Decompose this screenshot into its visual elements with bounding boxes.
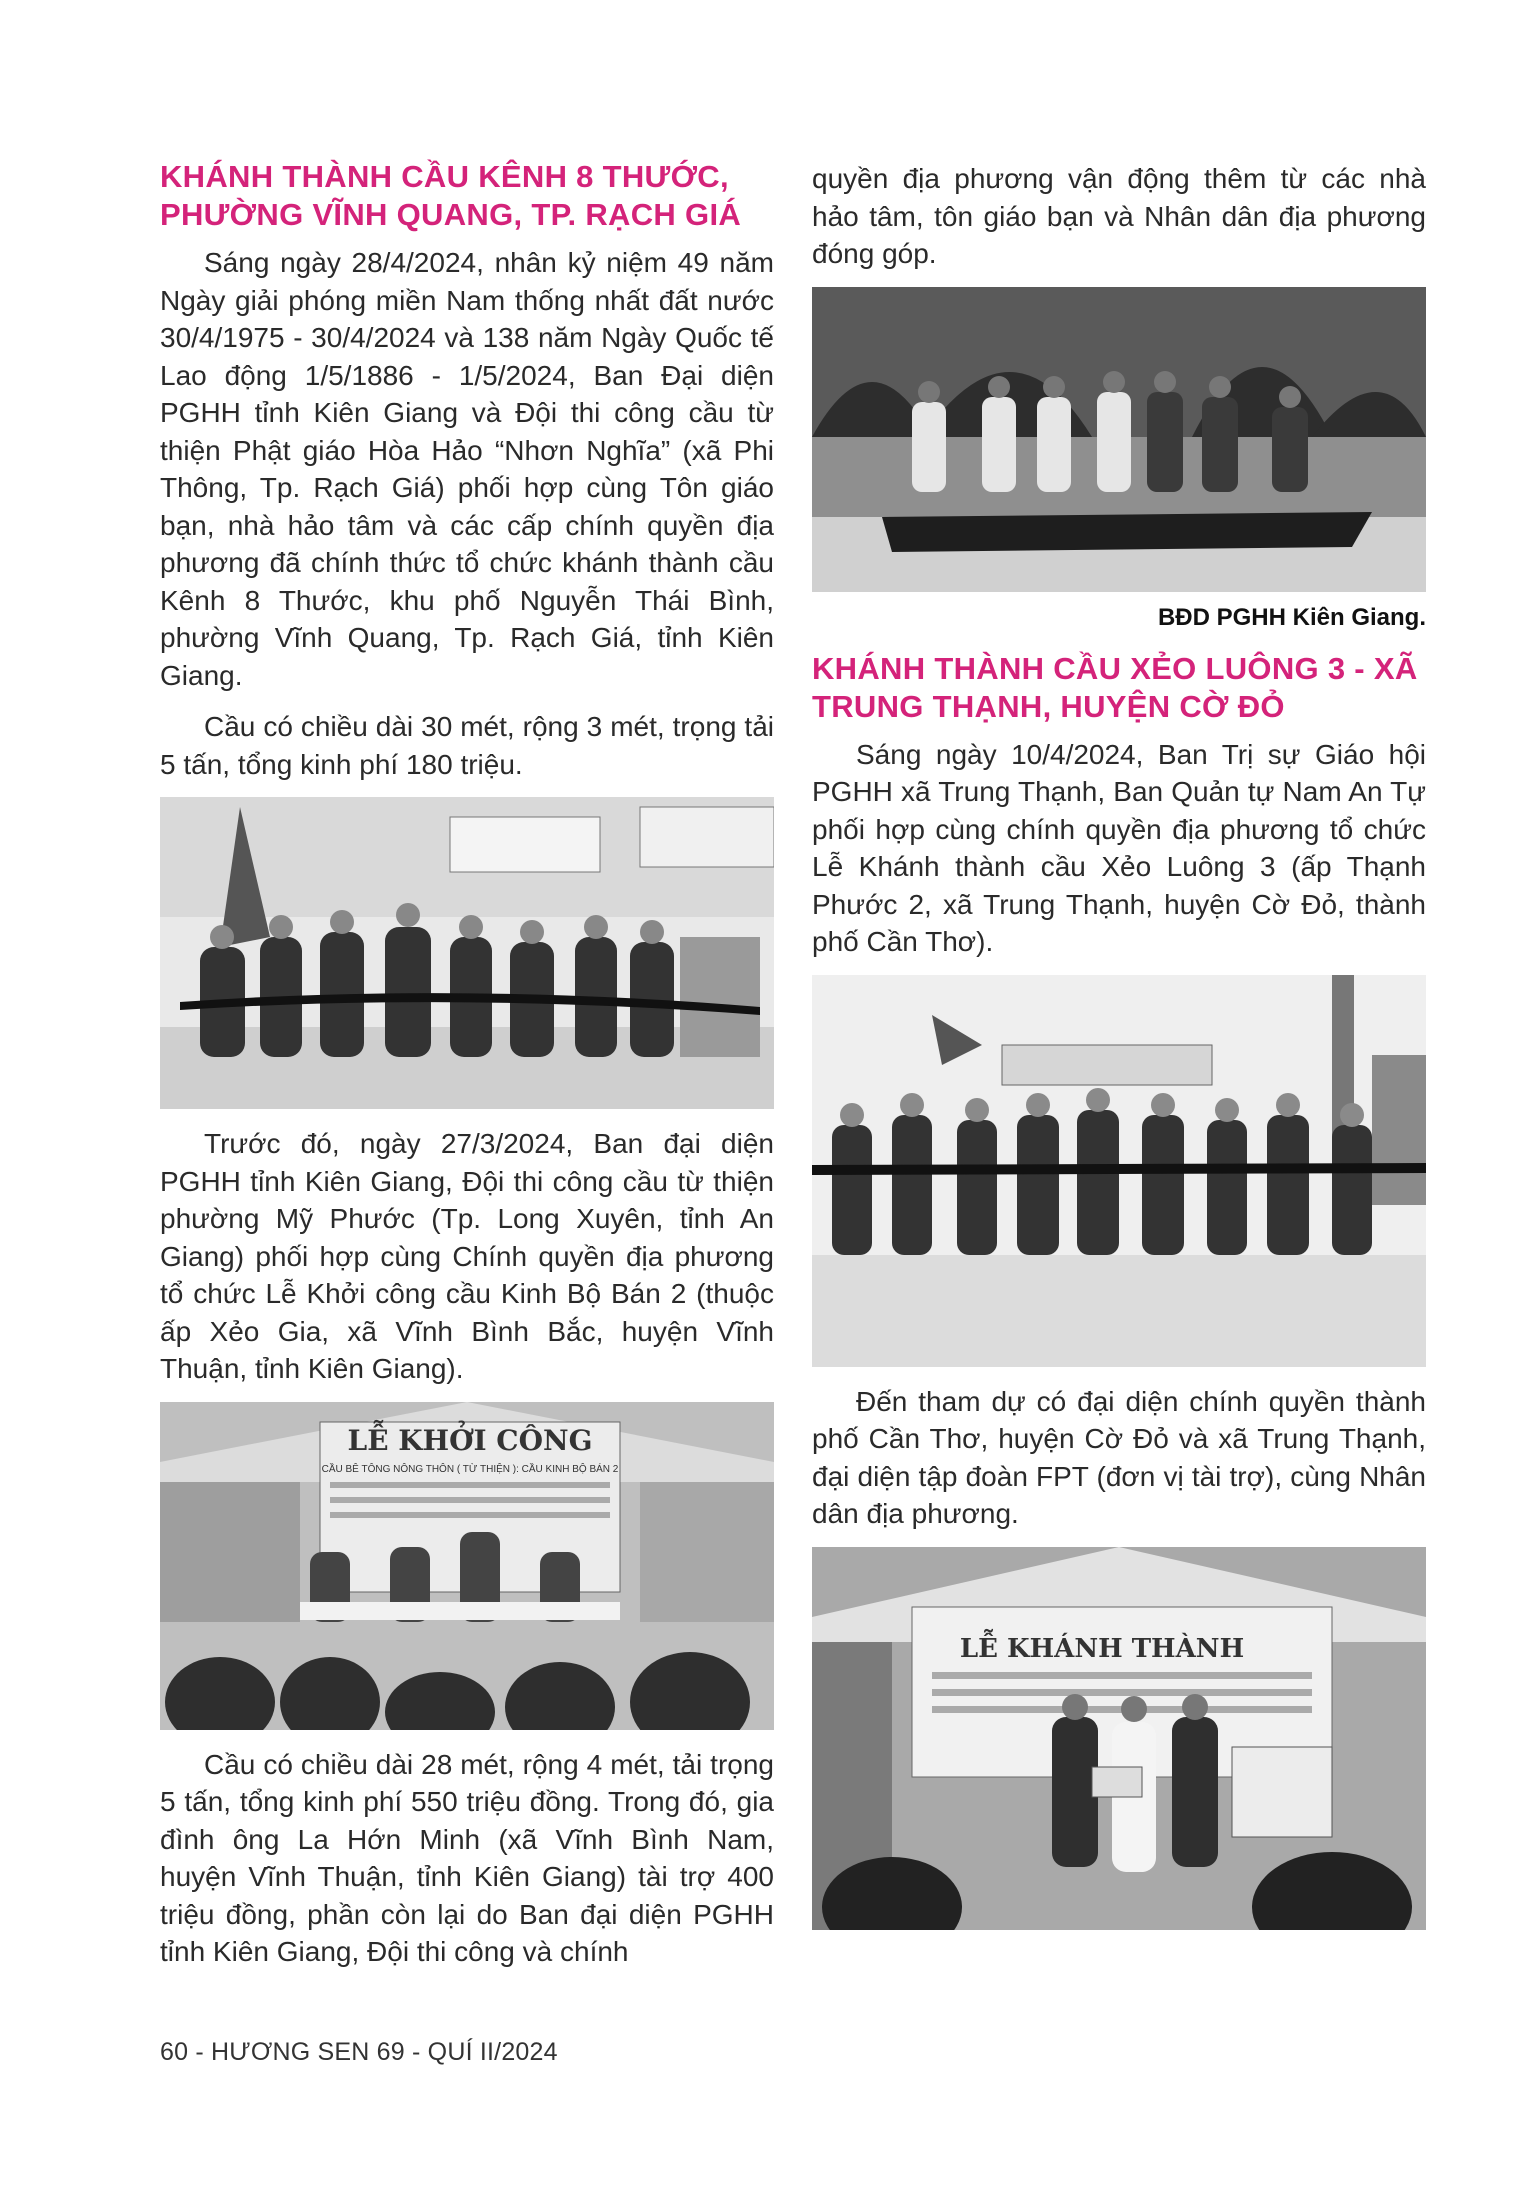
paragraph: Sáng ngày 28/4/2024, nhân kỷ niệm 49 năm Ngày giải phóng miền Nam thống nhất đất nước 30/4/1975 - 30/4/2024 và 138 năm Ngày Quốc tế Lao động 1/5/1886 - 1/5/2024, Ban Đại diện PGHH tỉnh Kiên Giang và Đội thi công cầu từ thiện Phật giáo Hòa Hảo “Nhơn Nghĩa” (xã Phi Thông, Tp. Rạch Giá) phối hợp cùng Tôn giáo bạn, nhà hảo tâm và các cấp chính quyền địa phương đã chính thức tổ chức khánh thành cầu Kênh 8 Thước, khu phố Nguyễn Thái Bình, phường Vĩnh Quang, Tp. Rạch Giá, tỉnh Kiên Giang. <box>160 247 774 691</box>
paragraph: Trước đó, ngày 27/3/2024, Ban đại diện PGHH tỉnh Kiên Giang, Đội thi công cầu từ thiện phường Mỹ Phước (Tp. Long Xuyên, tỉnh An Giang) phối hợp cùng Chính quyền địa phương tổ chức Lễ Khởi công cầu Kinh Bộ Bán 2 (thuộc ấp Xẻo Gia, xã Vĩnh Bình Bắc, huyện Vĩnh Thuận, tỉnh Kiên Giang). <box>160 1128 774 1384</box>
left-column <box>160 158 774 1985</box>
paragraph: Cầu có chiều dài 30 mét, rộng 3 mét, trọng tải 5 tấn, tổng kinh phí 180 triệu. <box>160 711 774 780</box>
paragraph: Cầu có chiều dài 28 mét, rộng 4 mét, tải trọng 5 tấn, tổng kinh phí 550 triệu đồng. Trong đó, gia đình ông La Hớn Minh (xã Vĩnh Bình Nam, huyện Vĩnh Thuận, tỉnh Kiên Giang) tài trợ 400 triệu đồng, phần còn lại do Ban đại diện PGHH tỉnh Kiên Giang, Đội thi công và chính <box>160 1748 774 1967</box>
banner-subtitle: CẦU BÊ TÔNG NÔNG THÔN ( TỪ THIỆN ): CẦU KINH BỘ BÁN 2 <box>321 1463 619 1475</box>
photo-ceremony-soil-shovelling <box>812 287 1426 592</box>
page-footer: 60 - HƯƠNG SEN 69 - QUÍ II/2024 <box>160 2038 558 2066</box>
paragraph: Sáng ngày 10/4/2024, Ban Trị sự Giáo hội PGHH xã Trung Thạnh, Ban Quản tự Nam An Tự phối hợp cùng chính quyền địa phương tổ chức Lễ Khánh thành cầu Xẻo Luông 3 (ấp Thạnh Phước 2, xã Trung Thạnh, huyện Cờ Đỏ, thành phố Cần Thơ). <box>812 738 1426 957</box>
article-heading-kenh-8-thuoc: KHÁNH THÀNH CẦU KÊNH 8 THƯỚC, PHƯỜNG VĨNH QUANG, TP. RẠCH GIÁ <box>160 159 742 232</box>
photo-ribbon-cutting-kenh-8-thuoc <box>160 797 774 1109</box>
photo-caption: BĐD PGHH Kiên Giang. <box>1157 603 1426 631</box>
paragraph: Đến tham dự có đại diện chính quyền thành phố Cần Thơ, huyện Cờ Đỏ và xã Trung Thạnh, đại diện tập đoàn FPT (đơn vị tài trợ), cùng Nhân dân địa phương. <box>812 1385 1426 1529</box>
paragraph-continued: quyền địa phương vận động thêm từ các nhà hảo tâm, tôn giáo bạn và Nhân dân địa phương đóng góp. <box>812 163 1426 269</box>
right-column <box>812 160 1426 1946</box>
banner-title: LỄ KHÁNH THÀNH <box>959 1633 1245 1664</box>
photo-inauguration-ceremony-stage <box>812 1547 1426 1930</box>
photo-ribbon-cutting-xeo-luong-3 <box>812 975 1426 1367</box>
photo-ground-breaking-kinh-bo-ban-2 <box>160 1402 774 1730</box>
banner-title: LỄ KHỞI CÔNG <box>347 1423 593 1457</box>
article-heading-xeo-luong-3: KHÁNH THÀNH CẦU XẺO LUÔNG 3 - XÃ TRUNG THẠNH, HUYỆN CỜ ĐỎ <box>812 650 1418 724</box>
